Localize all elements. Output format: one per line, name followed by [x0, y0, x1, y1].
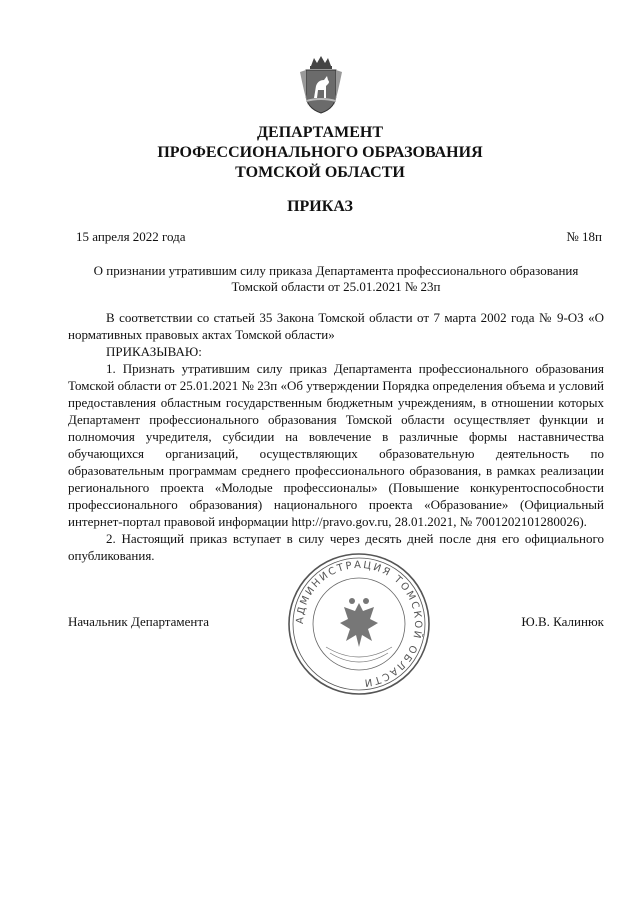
department-header: [0, 123, 640, 183]
order-word: ПРИКАЗЫВАЮ:: [106, 344, 202, 359]
order-number: № 18п: [566, 229, 602, 244]
dept-line-2: ПРОФЕССИОНАЛЬНОГО ОБРАЗОВАНИЯ: [157, 144, 483, 161]
signatory-name: Ю.В. Калинюк: [521, 614, 604, 629]
item-1-paragraph: 1. Признать утратившим силу приказ Департамента профессионального образования Томской области от 25.01.2021 № 23п «Об утверждении Порядка определения объема и условий предоставления областным государственным бюджетным учреждениям, в отношении которых Департамент профессионального образования Томской области осуществляет функции и полномочия учредителя, субсидии на вовлечение в различные формы наставничества обучающихся организаций, осуществляющих образовательную деятельность по образовательным программам среднего профессионального образования, в рамках реализации регионального проекта «Молодые профессионалы» (Повышение конкурентоспособности профессионального образования) национального проекта «Образование» (Официальный интернет-портал правовой информации http://pravo.gov.ru, 28.01.2021, № 7001202101280026).: [68, 361, 604, 529]
dept-line-1: ДЕПАРТАМЕНТ: [257, 124, 383, 141]
subject-line-1: О признании утратившим силу приказа Департамента профессионального образования: [93, 263, 579, 278]
tomsk-oblast-coat-of-arms-icon: [298, 56, 344, 114]
subject-line-2: Томской области от 25.01.2021 № 23п: [231, 279, 441, 294]
order-subject: [70, 263, 602, 295]
dept-line-3: ТОМСКОЙ ОБЛАСТИ: [235, 164, 405, 181]
order-title: ПРИКАЗ: [287, 198, 353, 215]
order-date: 15 апреля 2022 года: [76, 229, 186, 244]
order-body: [68, 309, 604, 564]
preamble-paragraph: В соответствии со статьей 35 Закона Томской области от 7 марта 2002 года № 9-ОЗ «О нормативных правовых актах Томской области»: [68, 310, 604, 342]
official-round-seal-icon: [286, 551, 432, 697]
seal-text: АДМИНИСТРАЦИЯ ТОМСКОЙ ОБЛАСТИ: [294, 559, 424, 689]
signatory-role: Начальник Департамента: [68, 614, 209, 629]
item-2-paragraph: 2. Настоящий приказ вступает в силу через десять дней после дня его официального опубликования.: [68, 531, 604, 563]
